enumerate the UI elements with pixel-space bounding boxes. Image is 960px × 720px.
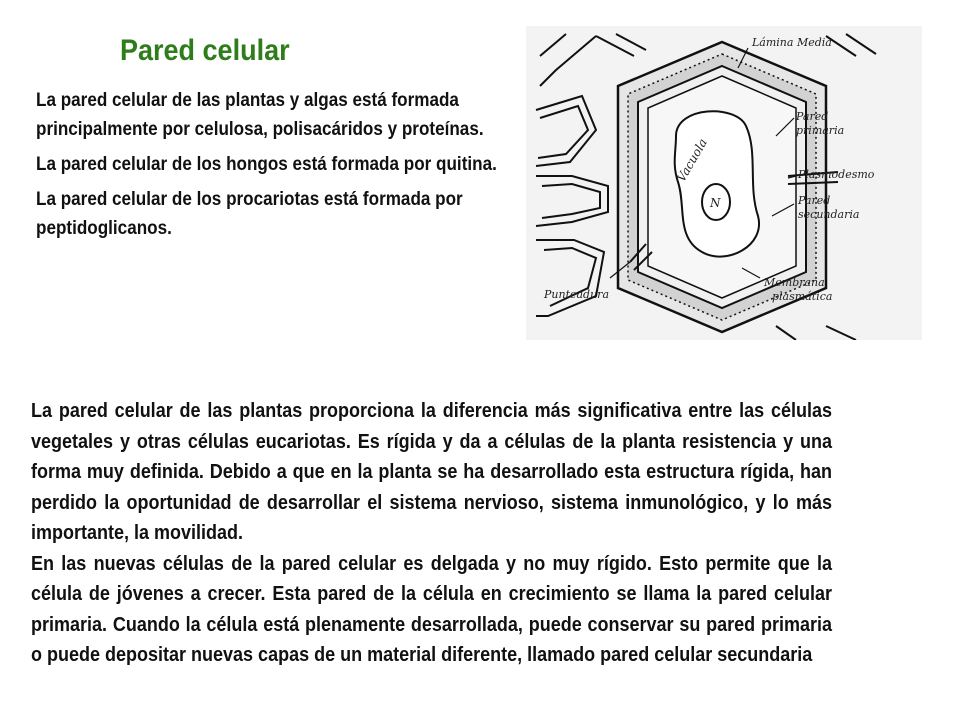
- bullet-list: [36, 86, 504, 249]
- label-pit: Punteadura: [544, 288, 610, 301]
- bullet-prokaryotes: La pared celular de los procariotas está formada por peptidoglicanos.: [36, 189, 463, 239]
- paragraph-rigidity: La pared celular de las plantas proporciona la diferencia más significativa entre las células vegetales y otras células eucariotas. Es rígida y da a células de la planta resistencia y una forma muy definida. Debido a que en la planta se ha desarrollado esta estructura rígida, han perdido la oportunidad de desarrollar el sistema nervioso, sistema inmunológico, y lo más importante, la movilidad.: [31, 400, 832, 544]
- cell-wall-diagram: [526, 26, 922, 340]
- label-middle-lamella: Lámina Media: [752, 36, 832, 49]
- cell-wall-drawing: [526, 26, 922, 340]
- label-secondary-wall-2: secundaria: [798, 208, 860, 221]
- bullet-plants: La pared celular de las plantas y algas está formada principalmente por celulosa, polisacáridos y proteínas.: [36, 90, 484, 140]
- paragraph-primary-secondary: En las nuevas células de la pared celular es delgada y no muy rígido. Esto permite que la célula de jóvenes a crecer. Esta pared de la célula en crecimiento se llama la pared celular primaria. Cuando la célula está plenamente desarrollada, puede conservar su pared primaria o puede depositar nuevas capas de un material diferente, llamado pared celular secundaria: [31, 552, 832, 666]
- vacuole-label: Vacuola: [674, 136, 710, 185]
- nucleus-label: N: [710, 196, 721, 210]
- bullet-fungi: La pared celular de los hongos está formada por quitina.: [36, 154, 497, 175]
- slide-title: Pared celular: [120, 34, 290, 67]
- label-secondary-wall-1: Pared: [798, 194, 831, 207]
- label-membrane-1: Membrana: [764, 276, 825, 289]
- label-primary-wall-2: primaria: [796, 124, 845, 137]
- body-text: [31, 396, 832, 671]
- label-membrane-2: plasmática: [772, 290, 833, 303]
- label-primary-wall-1: Pared: [796, 110, 829, 123]
- label-plasmodesma: Plasmodesmo: [798, 168, 875, 181]
